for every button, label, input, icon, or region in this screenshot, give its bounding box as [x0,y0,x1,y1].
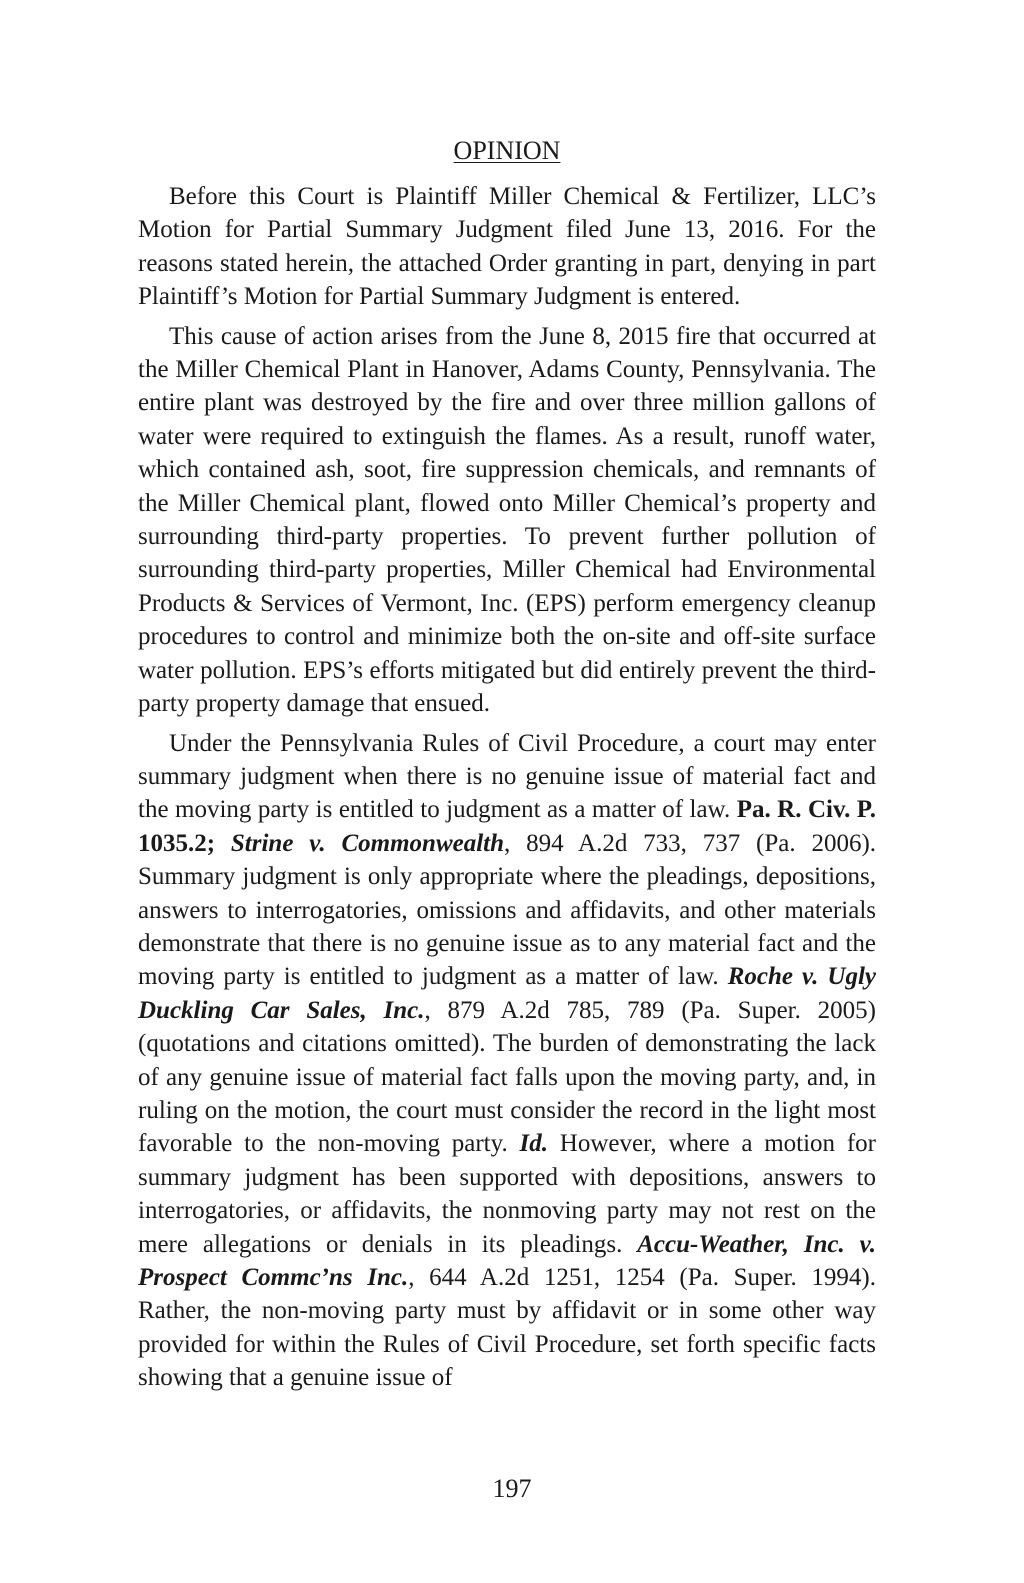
text-run: , 879 A.2d 785, 789 (Pa. Super. 2005) (quotations and citations omitted). The burden of demonstrating the lack of any genuine issue of material fact falls upon the moving party, and, in ruling on the motion, the court must consider the record in the light most favorable to the non-moving party. [138,996,876,1158]
document-body [138,134,876,1401]
text-run: , 894 A.2d 733, 737 (Pa. 2006). Summary judgment is only appropriate where the pleadings, depositions, answers to interrogatories, omissions and affidavits, and other materials demonstrate that there is no genuine issue as to any material fact and the moving party is entitled to judgment as a matter of law. [138,829,877,991]
text-run: , 644 A.2d 1251, 1254 (Pa. Super. 1994). Rather, the non-moving party must by affidavit or in some other way provided for within the Rules of Civil Procedure, set forth specific facts showing that a genuine issue of [138,1264,876,1392]
case-citation: Strine v. Commonwealth [230,829,505,857]
case-citation: Roche v. Ugly Duckling Car Sales, Inc. [138,963,876,1024]
page-number: 197 [492,1474,532,1503]
text-run: Under the Pennsylvania Rules of Civil Procedure, a court may enter summary judgment when there is no genuine issue of material fact and the moving party is entitled to judgment as a matter of law. [138,729,876,824]
paragraph-standard [138,727,876,1395]
case-citation: Id. [519,1130,549,1158]
paragraph-intro: Before this Court is Plaintiff Miller Chemical & Fertilizer, LLC’s Motion for Partial Summary Judgment filed June 13, 2016. For the reasons stated herein, the attached Order granting in part, denying in part Plaintiff’s Motion for Partial Summary Judgment is entered. [138,183,876,311]
paragraph-facts: This cause of action arises from the June 8, 2015 fire that occurred at the Miller Chemical Plant in Hanover, Adams County, Pennsylvania. The entire plant was destroyed by the fire and over three million gallons of water were required to extinguish the flames. As a result, runoff water, which contained ash, soot, fire suppression chemicals, and remnants of the Miller Chemical plant, flowed onto Miller Chemical’s property and surrounding third-party properties. To prevent further pollution of surrounding third-party properties, Miller Chemical had Environmental Products & Services of Vermont, Inc. (EPS) perform emergency cleanup procedures to control and minimize both the on-site and off-site surface water pollution. EPS’s efforts mitigated but did entirely prevent the third-party property damage that ensued. [138,322,876,718]
text-run: However, where a motion for summary judgment has been supported with depositions, answers to interrogatories, or affidavits, the nonmoving party may not rest on the mere allegations or denials in its pleadings. [138,1130,876,1258]
opinion-heading: OPINION [453,136,561,165]
page-title [138,134,876,168]
rule-citation: Pa. R. Civ. P. 1035.2; [138,796,877,857]
case-citation: Accu-Weather, Inc. v. Prospect Commc’ns Inc. [138,1230,876,1291]
